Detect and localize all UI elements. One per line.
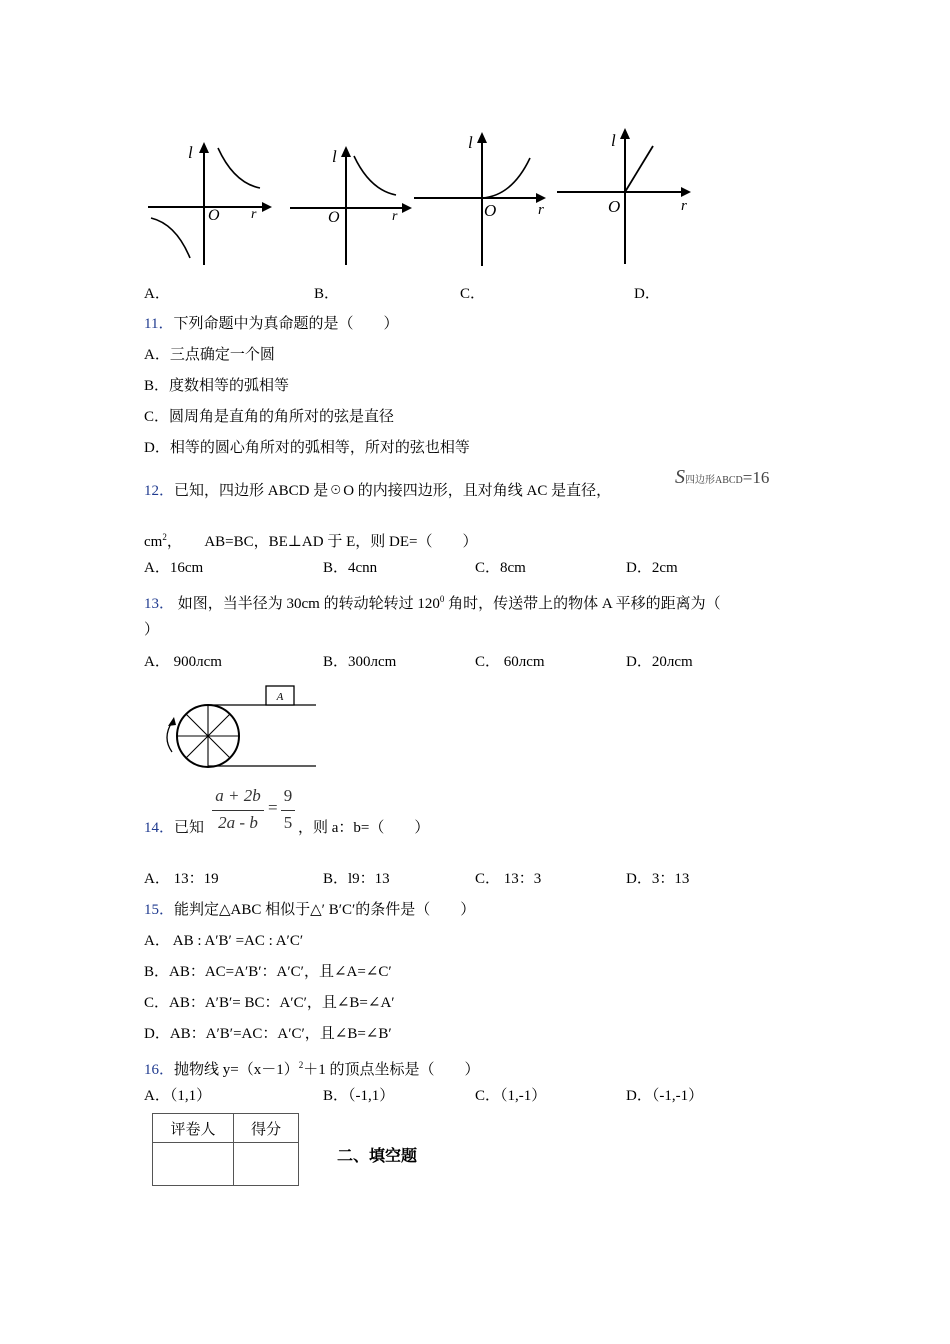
svg-text:O: O (328, 209, 340, 226)
q15-option-c: C．AB：A′B′= BC：A′C′，且∠B=∠A′ (144, 995, 395, 1011)
q10-option-b: B． (314, 286, 340, 302)
score-table (152, 1113, 299, 1186)
graph-a (146, 138, 276, 268)
score-cell[interactable] (234, 1143, 299, 1186)
question-number: 14． (144, 820, 175, 836)
question-stem: 已知，四边形 ABCD 是☉O 的内接四边形，且对角线 AC 是直径， (174, 483, 612, 499)
question-number: 15． (144, 902, 175, 918)
q14-option-a: A． 13：19 (144, 871, 219, 887)
q15-option-a: A． AB : A′B′ =AC : A′C′ (144, 933, 304, 949)
question-12 (144, 481, 611, 501)
fraction-1-den: 2a - b (218, 813, 258, 832)
question-16: 16．抛物线 $y=(x-1)^2+1$ 的顶点坐标是（ ） (144, 1060, 480, 1078)
graph-b (288, 138, 416, 268)
q14-option-d: D．3：13 (626, 871, 690, 887)
question-13: 13． 如图，当半径为 30cm 的转动轮转过 $120^0$ 角时，传送带上的物体 A 平移的距离为（ (144, 594, 721, 612)
q11-option-a: A．三点确定一个圆 (144, 347, 275, 363)
box-label: A (276, 691, 284, 703)
q11-option-b: B．度数相等的弧相等 (144, 378, 290, 394)
svg-text:O: O (608, 197, 621, 216)
area-formula: S四边形ABCD=16 (675, 466, 770, 488)
q10-option-a: A． (144, 286, 170, 302)
svg-text:l: l (611, 131, 616, 150)
graph-d (555, 124, 695, 266)
q13-option-a: A． 900лcm (144, 654, 222, 670)
axis-y-label: l (188, 143, 193, 162)
fraction-1-num: a + 2b (215, 786, 261, 805)
q12-option-d: D．2cm (626, 560, 678, 576)
q11-option-c: C．圆周角是直角的角所对的弦是直径 (144, 409, 395, 425)
grader-header: 评卷人 (153, 1114, 234, 1143)
q15-option-d: D．AB：A′B′=AC：A′C′，且∠B=∠B′ (144, 1026, 392, 1042)
q10-option-d: D． (634, 286, 660, 302)
q14-option-c: C． 13：3 (475, 871, 542, 887)
fraction-2-num: 9 (283, 786, 293, 805)
score-header: 得分 (234, 1114, 299, 1143)
axis-x-label: r (251, 207, 257, 222)
question-number: 16． (144, 1062, 175, 1078)
svg-text:r: r (681, 198, 687, 214)
svg-text:O: O (484, 201, 497, 220)
question-number: 12． (144, 483, 175, 499)
q14-option-b: B．l9：13 (323, 871, 390, 887)
q16-option-d: D．（-1,-1） (626, 1088, 704, 1104)
question-14: 14．已知 (144, 820, 205, 836)
fraction-2-bar (281, 810, 295, 811)
question-11 (144, 314, 398, 334)
grader-cell[interactable] (153, 1143, 234, 1186)
q13-option-b: B．300лcm (323, 654, 397, 670)
q16-option-a: A．（1,1） (144, 1088, 212, 1104)
q16-option-b: B．（-1,1） (323, 1088, 395, 1104)
q12-option-a: A．16cm (144, 560, 204, 576)
svg-text:r: r (392, 209, 398, 224)
q15-option-b: B．AB：AC=A′B′：A′C′，且∠A=∠C′ (144, 964, 392, 980)
q10-option-c: C． (460, 286, 486, 302)
q13-option-d: D．20лcm (626, 654, 693, 670)
question-14-suffix: ，则 a：b=（ ） (298, 820, 430, 836)
fraction-2-den: 5 (283, 813, 293, 832)
question-15: 15．能判定△ABC 相似于△′ B′C′的条件是（ ） (144, 902, 476, 918)
q12-option-b: B．4cnn (323, 560, 378, 576)
origin-label: O (208, 207, 220, 224)
q12-option-c: C．8cm (475, 560, 526, 576)
section-title: 二、填空题 (337, 1148, 418, 1165)
question-number: 13． (144, 596, 175, 612)
question-number: 11． (144, 316, 174, 332)
q13-option-c: C． 60лcm (475, 654, 545, 670)
graph-c (412, 128, 552, 270)
question-12-cont: $cm^2$， AB=BC，BE⊥AD 于 E，则 DE=（ ） (144, 532, 478, 550)
svg-text:l: l (468, 133, 473, 152)
svg-text:l: l (332, 147, 337, 166)
question-13-close: ） (144, 622, 160, 638)
question-stem: 下列命题中为真命题的是（ ） (173, 316, 399, 332)
fraction-equals: = (268, 798, 278, 817)
q16-option-c: C．（1,-1） (475, 1088, 547, 1104)
svg-text:r: r (538, 202, 544, 218)
fraction-1-bar (212, 810, 264, 811)
conveyor-figure (160, 682, 322, 772)
q11-option-d: D．相等的圆心角所对的弧相等，所对的弦也相等 (144, 440, 470, 456)
